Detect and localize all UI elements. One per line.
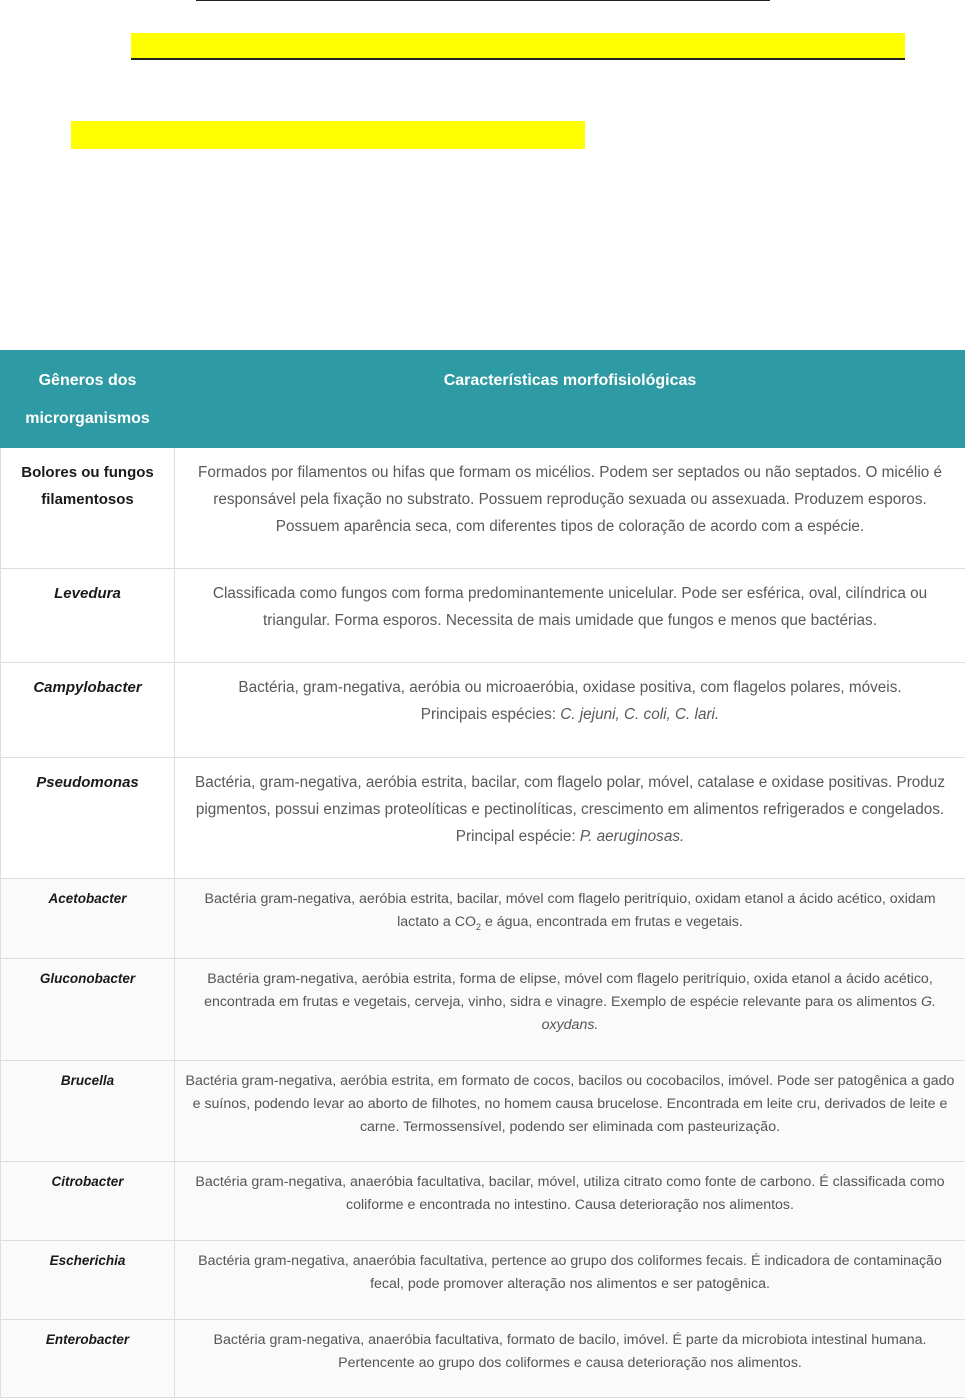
desc-cell: Bactéria gram-negativa, anaeróbia facultativa, pertence ao grupo dos coliformes fecais. É indicadora de contaminação fecal, pode promover alteração nos alimentos e ser patogênica. bbox=[175, 1241, 965, 1320]
desc-cell bbox=[175, 663, 965, 758]
table-row bbox=[1, 1061, 965, 1162]
desc-cell: Bactéria gram-negativa, anaeróbia facultativa, bacilar, móvel, utiliza citrato como fonte de carbono. É classificada como coliforme e encontrada no intestino. Causa deterioração nos alimentos. bbox=[175, 1162, 965, 1241]
microorganism-table bbox=[0, 350, 965, 1398]
genus-cell: Brucella bbox=[1, 1061, 175, 1162]
desc-cell bbox=[175, 959, 965, 1061]
desc-cell: Classificada como fungos com forma predominantemente unicelular. Pode ser esférica, oval, cilíndrica ou triangular. Forma esporos. Necessita de mais umidade que fungos e menos que bactérias. bbox=[175, 569, 965, 663]
genus-cell: Pseudomonas bbox=[1, 758, 175, 879]
desc-cell: Bactéria gram-negativa, aeróbia estrita, em formato de cocos, bacilos ou cocobacilos, imóvel. Pode ser patogênica a gado e suínos, podendo levar ao aborto de filhotes, no homem causa brucelose. Encontrada em leite cru, derivados de leite e carne. Termossensível, podendo ser eliminada com pasteurização. bbox=[175, 1061, 965, 1162]
desc-text-2: e água, encontrada em frutas e vegetais. bbox=[481, 914, 743, 930]
genus-cell: Escherichia bbox=[1, 1241, 175, 1320]
table-row bbox=[1, 448, 965, 569]
desc-text-2: Principais espécies: bbox=[420, 706, 561, 723]
table-row bbox=[1, 663, 965, 758]
desc-cell: Formados por filamentos ou hifas que formam os micélios. Podem ser septados ou não septados. O micélio é responsável pela fixação no substrato. Possuem reprodução sexuada ou assexuada. Produzem esporos. Possuem aparência seca, com diferentes tipos de coloração de acordo com a espécie. bbox=[175, 448, 965, 569]
genus-cell: Bolores ou fungos filamentosos bbox=[1, 448, 175, 569]
desc-cell: Bactéria gram-negativa, anaeróbia facultativa, formato de bacilo, imóvel. É parte da microbiota intestinal humana. Pertencente ao grupo dos coliformes e causa deterioração nos alimentos. bbox=[175, 1320, 965, 1398]
genus-cell: Citrobacter bbox=[1, 1162, 175, 1241]
desc-text: Bactéria gram-negativa, aeróbia estrita, bacilar, móvel com flagelo peritríquio, oxidam etanol a ácido acético, oxidam lactato a CO bbox=[204, 891, 936, 930]
desc-cell bbox=[175, 758, 965, 879]
desc-text: Bactéria gram-negativa, aeróbia estrita, forma de elipse, móvel com flagelo peritríquio, oxida etanol a ácido acético, encontrada em frutas e vegetais, cerveja, vinho, sidra e vinagre. Exemplo de espécie relevante para os alimentos bbox=[204, 971, 933, 1010]
desc-cell bbox=[175, 879, 965, 959]
table-row bbox=[1, 959, 965, 1061]
table-row bbox=[1, 1320, 965, 1398]
table-row bbox=[1, 879, 965, 959]
genus-cell: Levedura bbox=[1, 569, 175, 663]
species-text: P. aeruginosas. bbox=[579, 828, 685, 845]
subscript: 2 bbox=[475, 921, 481, 932]
top-rule bbox=[196, 0, 770, 1]
genus-cell: Campylobacter bbox=[1, 663, 175, 758]
highlight-bar-1 bbox=[131, 33, 905, 60]
desc-text: Bactéria, gram-negativa, aeróbia estrita, bacilar, com flagelo polar, móvel, catalase e oxidase positivas. Produz pigmentos, possui enzimas proteolíticas e pectinolíticas, crescimento em alimentos refrigerados e congelados. Principal espécie: bbox=[195, 774, 945, 845]
table-row bbox=[1, 1162, 965, 1241]
table-row bbox=[1, 758, 965, 879]
header-characteristics: Características morfofisiológicas bbox=[175, 351, 965, 448]
genus-cell: Enterobacter bbox=[1, 1320, 175, 1398]
genus-cell: Gluconobacter bbox=[1, 959, 175, 1061]
desc-text: Bactéria, gram-negativa, aeróbia ou microaeróbia, oxidase positiva, com flagelos polares, móveis. bbox=[238, 679, 902, 696]
highlight-bar-2 bbox=[71, 121, 585, 149]
genus-cell: Acetobacter bbox=[1, 879, 175, 959]
species-text: C. jejuni, C. coli, C. lari. bbox=[560, 706, 720, 723]
header-genus: Gêneros dos microrganismos bbox=[1, 351, 175, 448]
species-text: G. oxydans. bbox=[541, 994, 936, 1033]
table-row bbox=[1, 569, 965, 663]
table-row bbox=[1, 1241, 965, 1320]
